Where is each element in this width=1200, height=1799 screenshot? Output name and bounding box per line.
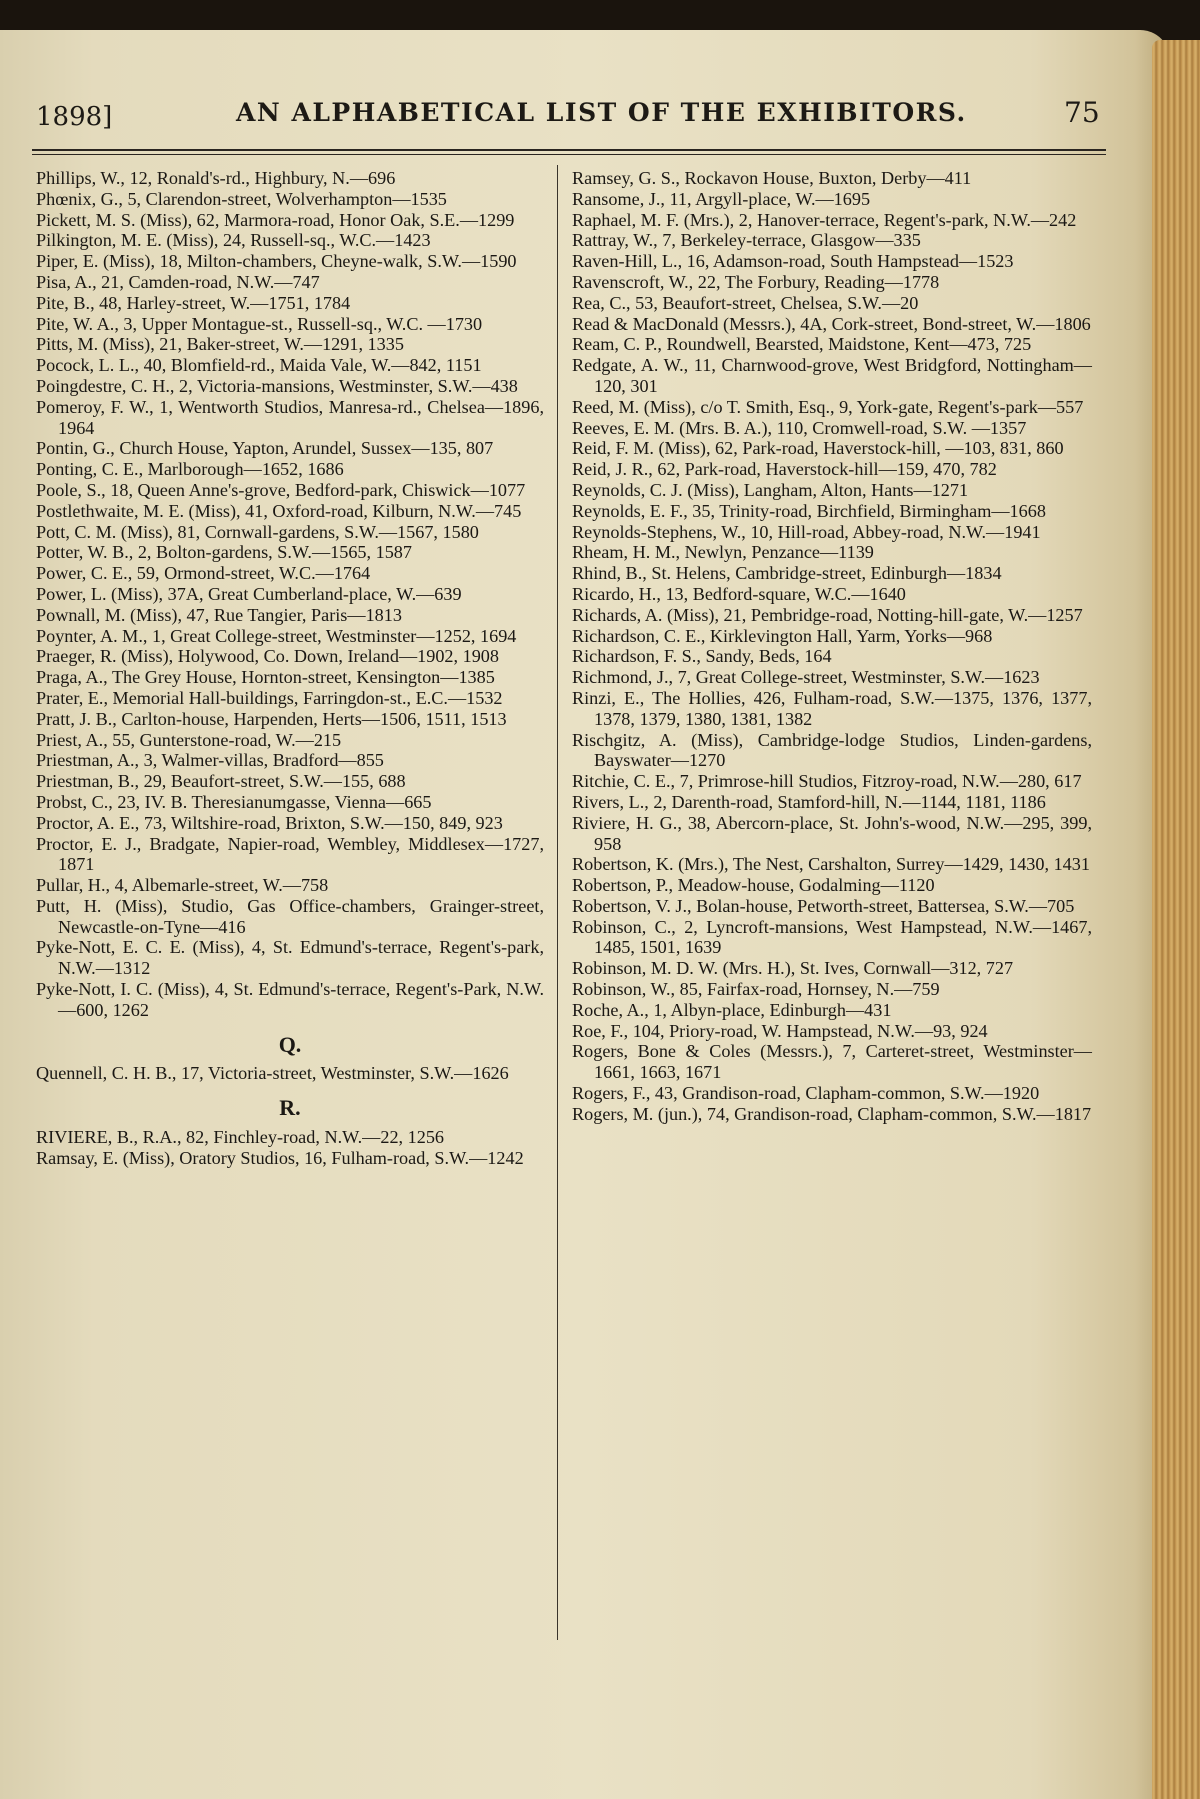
exhibitor-entry: Rogers, M. (jun.), 74, Grandison-road, Clapham-common, S.W.—1817 xyxy=(572,1103,1092,1124)
exhibitor-entry: Ramsey, G. S., Rockavon House, Buxton, Derby—411 xyxy=(572,168,972,188)
exhibitor-entry: Pocock, L. L., 40, Blomfield-rd., Maida Vale, W.—842, 1151 xyxy=(36,355,482,376)
entries-r-continued xyxy=(572,168,1092,1125)
page-header xyxy=(36,96,1100,142)
exhibitor-entry: Roche, A., 1, Albyn-place, Edinburgh—431 xyxy=(572,999,892,1020)
exhibitor-entry: Ravenscroft, W., 22, The Forbury, Reading—1778 xyxy=(572,271,940,292)
exhibitor-entry: Pilkington, M. E. (Miss), 24, Russell-sq., W.C.—1423 xyxy=(36,230,431,251)
page-number: 75 xyxy=(1064,96,1100,129)
exhibitor-entry: Pratt, J. B., Carlton-house, Harpenden, Herts—1506, 1511, 1513 xyxy=(36,708,507,729)
exhibitor-entry: Reynolds, E. F., 35, Trinity-road, Birchfield, Birmingham—1668 xyxy=(572,500,1046,521)
exhibitor-entry: Proctor, A. E., 73, Wiltshire-road, Brixton, S.W.—150, 849, 923 xyxy=(36,812,503,833)
exhibitor-entry: Rischgitz, A. (Miss), Cambridge-lodge Studios, Linden-gardens, Bayswater—1270 xyxy=(572,729,1092,771)
exhibitor-entry: Pyke-Nott, I. C. (Miss), 4, St. Edmund's-terrace, Regent's-Park, N.W.—600, 1262 xyxy=(36,979,544,1020)
exhibitor-entry: Priestman, B., 29, Beaufort-street, S.W.—155, 688 xyxy=(36,771,406,792)
exhibitor-entry: Reynolds-Stephens, W., 10, Hill-road, Abbey-road, N.W.—1941 xyxy=(572,521,1041,542)
exhibitor-entry: Pisa, A., 21, Camden-road, N.W.—747 xyxy=(36,271,320,292)
exhibitor-entry: Postlethwaite, M. E. (Miss), 41, Oxford-road, Kilburn, N.W.—745 xyxy=(36,500,522,521)
exhibitor-entry: Reid, J. R., 62, Park-road, Haverstock-hill—159, 470, 782 xyxy=(572,459,997,480)
section-heading-q: Q. xyxy=(278,1031,302,1057)
exhibitor-entry: Roe, F., 104, Priory-road, W. Hampstead, N.W.—93, 924 xyxy=(572,1020,988,1041)
exhibitor-entry: Pyke-Nott, E. C. E. (Miss), 4, St. Edmund's-terrace, Regent's-park, N.W.—1312 xyxy=(36,937,544,979)
exhibitor-entry: Prater, E., Memorial Hall-buildings, Farringdon-st., E.C.—1532 xyxy=(36,687,503,708)
exhibitor-entry: Pitts, M. (Miss), 21, Baker-street, W.—1291, 1335 xyxy=(36,334,404,355)
exhibitor-entry: Pite, B., 48, Harley-street, W.—1751, 1784 xyxy=(36,292,351,313)
exhibitor-entry: Pomeroy, F. W., 1, Wentworth Studios, Manresa-rd., Chelsea—1896, 1964 xyxy=(36,396,544,438)
exhibitor-entry: Pite, W. A., 3, Upper Montague-st., Russell-sq., W.C. —1730 xyxy=(36,313,483,334)
exhibitor-entry: Richards, A. (Miss), 21, Pembridge-road, Notting-hill-gate, W.—1257 xyxy=(572,604,1083,625)
exhibitor-entry: Piper, E. (Miss), 18, Milton-chambers, Cheyne-walk, S.W.—1590 xyxy=(36,251,517,272)
exhibitor-entry: Robinson, C., 2, Lyncroft-mansions, West Hampstead, N.W.—1467, 1485, 1501, 1639 xyxy=(572,916,1092,958)
exhibitor-entry: Rheam, H. M., Newlyn, Penzance—1139 xyxy=(572,542,874,563)
exhibitor-entry: Proctor, E. J., Bradgate, Napier-road, Wembley, Middlesex—1727, 1871 xyxy=(36,833,544,875)
exhibitor-entry: Rogers, F., 43, Grandison-road, Clapham-common, S.W.—1920 xyxy=(572,1083,1040,1104)
section-heading-r: R. xyxy=(279,1095,301,1121)
exhibitor-entry: Ritchie, C. E., 7, Primrose-hill Studios, Fitzroy-road, N.W.—280, 617 xyxy=(572,771,1082,792)
exhibitor-entry: Phillips, W., 12, Ronald's-rd., Highbury, N.—696 xyxy=(36,168,396,188)
exhibitor-entry: Rogers, Bone & Coles (Messrs.), 7, Carteret-street, Westminster—1661, 1663, 1671 xyxy=(572,1041,1092,1083)
entries-q-group xyxy=(36,1063,544,1084)
exhibitor-entry: Probst, C., 23, IV. B. Theresianumgasse, Vienna—665 xyxy=(36,791,432,812)
header-rule-thin xyxy=(32,154,1106,155)
exhibitor-entry: Richardson, C. E., Kirklevington Hall, Yarm, Yorks—968 xyxy=(572,625,993,646)
exhibitor-entry: Rinzi, E., The Hollies, 426, Fulham-road, S.W.—1375, 1376, 1377, 1378, 1379, 1380, 1381, 1382 xyxy=(572,687,1092,729)
exhibitor-entry: Pickett, M. S. (Miss), 62, Marmora-road, Honor Oak, S.E.—1299 xyxy=(36,209,515,230)
exhibitor-entry: Pownall, M. (Miss), 47, Rue Tangier, Paris—1813 xyxy=(36,604,402,625)
exhibitor-entry: Quennell, C. H. B., 17, Victoria-street, Westminster, S.W.—1626 xyxy=(36,1063,509,1084)
right-column xyxy=(572,168,1092,1125)
exhibitor-entry: Pott, C. M. (Miss), 81, Cornwall-gardens, S.W.—1567, 1580 xyxy=(36,521,479,542)
exhibitor-entry: Reynolds, C. J. (Miss), Langham, Alton, Hants—1271 xyxy=(572,479,969,500)
exhibitor-entry: RIVIERE, B., R.A., 82, Finchley-road, N.W.—22, 1256 xyxy=(36,1127,445,1148)
exhibitor-entry: Raven-Hill, L., 16, Adamson-road, South Hampstead—1523 xyxy=(572,251,1014,272)
header-year: 1898] xyxy=(36,102,113,132)
exhibitor-entry: Robinson, W., 85, Fairfax-road, Hornsey, N.—759 xyxy=(572,979,940,1000)
exhibitor-entry: Robertson, V. J., Bolan-house, Petworth-street, Battersea, S.W.—705 xyxy=(572,895,1075,916)
exhibitor-entry: Raphael, M. F. (Mrs.), 2, Hanover-terrace, Regent's-park, N.W.—242 xyxy=(572,209,1077,230)
exhibitor-entry: Reid, F. M. (Miss), 62, Park-road, Haverstock-hill, —103, 831, 860 xyxy=(572,438,1064,459)
exhibitor-entry: Ponting, C. E., Marlborough—1652, 1686 xyxy=(36,459,344,480)
exhibitor-entry: Rattray, W., 7, Berkeley-terrace, Glasgow—335 xyxy=(572,230,921,251)
exhibitor-entry: Robinson, M. D. W. (Mrs. H.), St. Ives, Cornwall—312, 727 xyxy=(572,958,1014,979)
exhibitor-entry: Potter, W. B., 2, Bolton-gardens, S.W.—1565, 1587 xyxy=(36,542,412,563)
exhibitor-entry: Putt, H. (Miss), Studio, Gas Office-chambers, Grainger-street, Newcastle-on-Tyne—416 xyxy=(36,895,544,937)
exhibitor-entry: Priest, A., 55, Gunterstone-road, W.—215 xyxy=(36,729,342,750)
exhibitor-entry: Power, L. (Miss), 37A, Great Cumberland-place, W.—639 xyxy=(36,583,462,604)
entries-p-group xyxy=(36,168,544,1021)
exhibitor-entry: Praga, A., The Grey House, Hornton-street, Kensington—1385 xyxy=(36,667,495,688)
exhibitor-entry: Rea, C., 53, Beaufort-street, Chelsea, S.W.—20 xyxy=(572,292,919,313)
left-column xyxy=(36,168,544,1169)
page-title: AN ALPHABETICAL LIST OF THE EXHIBITORS. xyxy=(236,98,967,127)
page-edge xyxy=(1152,40,1200,1799)
exhibitor-entry: Reed, M. (Miss), c/o T. Smith, Esq., 9, York-gate, Regent's-park—557 xyxy=(572,396,1084,417)
exhibitor-entry: Pontin, G., Church House, Yapton, Arundel, Sussex—135, 807 xyxy=(36,438,494,459)
exhibitor-entry: Read & MacDonald (Messrs.), 4A, Cork-street, Bond-street, W.—1806 xyxy=(572,313,1091,334)
exhibitor-entry: Robertson, P., Meadow-house, Godalming—1120 xyxy=(572,875,935,896)
exhibitor-entry: Richmond, J., 7, Great College-street, Westminster, S.W.—1623 xyxy=(572,667,1040,688)
entries-r-group xyxy=(36,1127,544,1169)
exhibitor-entry: Poynter, A. M., 1, Great College-street, Westminster—1252, 1694 xyxy=(36,625,517,646)
exhibitor-entry: Ramsay, E. (Miss), Oratory Studios, 16, Fulham-road, S.W.—1242 xyxy=(36,1147,524,1168)
exhibitor-entry: Ream, C. P., Roundwell, Bearsted, Maidstone, Kent—473, 725 xyxy=(572,334,1032,355)
exhibitor-entry: Richardson, F. S., Sandy, Beds, 164 xyxy=(572,646,832,667)
exhibitor-entry: Riviere, H. G., 38, Abercorn-place, St. John's-wood, N.W.—295, 399, 958 xyxy=(572,812,1092,854)
exhibitor-entry: Ransome, J., 11, Argyll-place, W.—1695 xyxy=(572,188,871,209)
exhibitor-entry: Poingdestre, C. H., 2, Victoria-mansions, Westminster, S.W.—438 xyxy=(36,375,518,396)
exhibitor-entry: Rivers, L., 2, Darenth-road, Stamford-hill, N.—1144, 1181, 1186 xyxy=(572,791,1046,812)
exhibitor-entry: Pullar, H., 4, Albemarle-street, W.—758 xyxy=(36,875,329,896)
exhibitor-entry: Rhind, B., St. Helens, Cambridge-street, Edinburgh—1834 xyxy=(572,563,1002,584)
exhibitor-entry: Robertson, K. (Mrs.), The Nest, Carshalton, Surrey—1429, 1430, 1431 xyxy=(572,854,1090,875)
column-divider xyxy=(557,165,558,1640)
exhibitor-entry: Priestman, A., 3, Walmer-villas, Bradford—855 xyxy=(36,750,384,771)
exhibitor-entry: Redgate, A. W., 11, Charnwood-grove, West Bridgford, Nottingham—120, 301 xyxy=(572,355,1092,396)
exhibitor-entry: Praeger, R. (Miss), Holywood, Co. Down, Ireland—1902, 1908 xyxy=(36,646,499,667)
exhibitor-entry: Phœnix, G., 5, Clarendon-street, Wolverhampton—1535 xyxy=(36,188,447,209)
header-rule xyxy=(32,149,1106,151)
exhibitor-entry: Reeves, E. M. (Mrs. B. A.), 110, Cromwell-road, S.W. —1357 xyxy=(572,417,1027,438)
exhibitor-entry: Poole, S., 18, Queen Anne's-grove, Bedford-park, Chiswick—1077 xyxy=(36,479,526,500)
exhibitor-entry: Ricardo, H., 13, Bedford-square, W.C.—1640 xyxy=(572,583,906,604)
exhibitor-entry: Power, C. E., 59, Ormond-street, W.C.—1764 xyxy=(36,563,371,584)
